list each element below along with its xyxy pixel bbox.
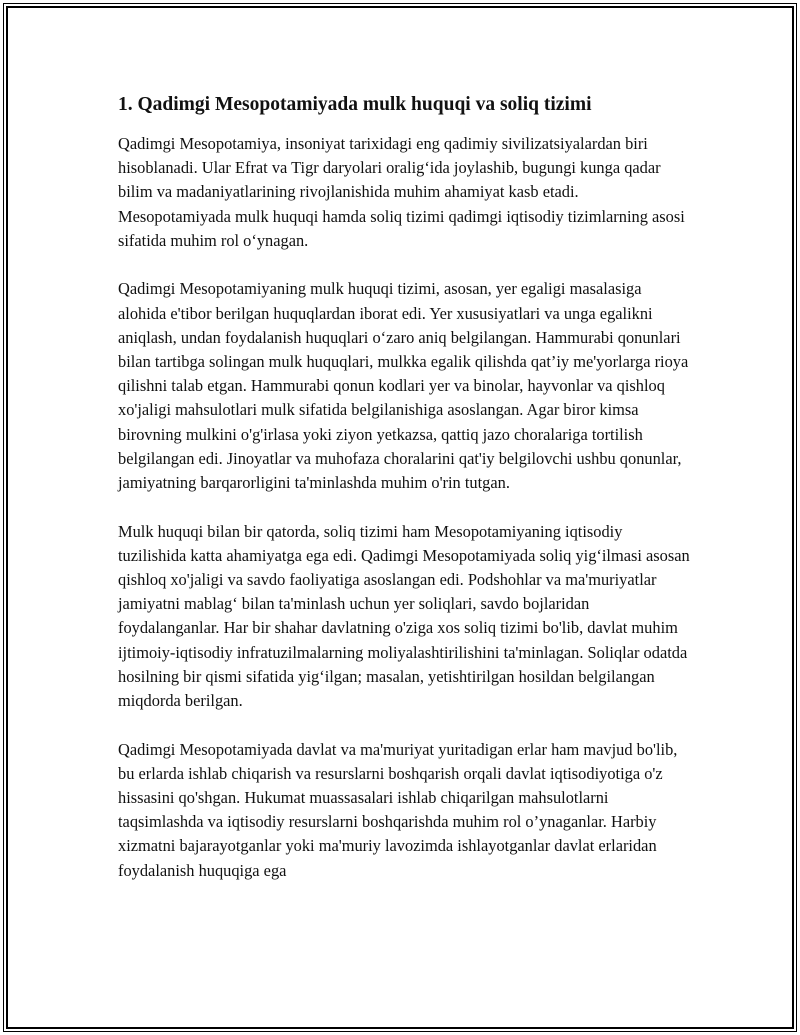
section-title: 1. Qadimgi Mesopotamiyada mulk huquqi va soliq tizimi [118,94,592,115]
paragraph: Qadimgi Mesopotamiya, insoniyat tarixidagi eng qadimiy sivilizatsiyalardan biri hisoblanadi. Ular Efrat va Tigr daryolari oralig‘ida joylashib, bugungi kunga qadar bilim va madaniyatlarining rivojlanishida muhim ahamiyat kasb etadi. Mesopotamiyada mulk huquqi hamda soliq tizimi qadimgi iqtisodiy tizimlarning asosi sifatida muhim rol o‘ynagan. [118,134,685,250]
paragraph: Qadimgi Mesopotamiyada davlat va ma'muriyat yuritadigan erlar ham mavjud bo'lib, bu erlarda ishlab chiqarish va resurslarni boshqarish orqali davlat iqtisodiyotiga o'z hissasini qo'shgan. Hukumat muassasalari ishlab chiqarilgan mahsulotlarni taqsimlashda va iqtisodiy resurslarni boshqarishda muhim rol o’ynaganlar. Harbiy xizmatni bajarayotganlar yoki ma'muriy lavozimda ishlayotganlar davlat erlaridan foydalanish huquqiga ega [118,739,678,880]
paragraph: Qadimgi Mesopotamiyaning mulk huquqi tizimi, asosan, yer egaligi masalasiga alohida e'tibor berilgan huquqlardan iborat edi. Yer xususiyatlari va unga egalikni aniqlash, undan foydalanish huquqlari o‘zaro aniq belgilangan. Hammurabi qonunlari bilan tartibga solingan mulk huquqlari, mulkka egalik qilishda qat’iy me'yorlarga rioya qilishni talab etgan. Hammurabi qonun kodlari yer va binolar, hayvonlar va qishloq xo'jaligi mahsulotlari mulk sifatida belgilanishiga asoslangan. Agar biror kimsa birovning mulkini o'g'irlasa yoki ziyon yetkazsa, qattiq jazo choralariga tortilish belgilangan edi. Jinoyatlar va muhofaza choralarini qat'iy belgilovchi ushbu qonunlar, jamiyatning barqarorligini ta'minlashda muhim o'rin tutgan. [118,279,689,493]
document-body [118,92,690,907]
paragraph: Mulk huquqi bilan bir qatorda, soliq tizimi ham Mesopotamiyaning iqtisodiy tuzilishida katta ahamiyatga ega edi. Qadimgi Mesopotamiyada soliq yig‘ilmasi asosan qishloq xo'jaligi va savdo faoliyatiga asoslangan edi. Podshohlar va ma'muriyatlar jamiyatni mablag‘ bilan ta'minlash uchun yer soliqlari, savdo bojlaridan foydalanganlar. Har bir shahar davlatning o'ziga xos soliq tizimi bo'lib, davlat muhim ijtimoiy-iqtisodiy infratuzilmalarning moliyalashtirilishini ta'minlagan. Soliqlar odatda hosilning bir qismi sifatida yig‘ilgan; masalan, yetishtirilgan hosildan belgilangan miqdorda berilgan. [118,521,690,711]
